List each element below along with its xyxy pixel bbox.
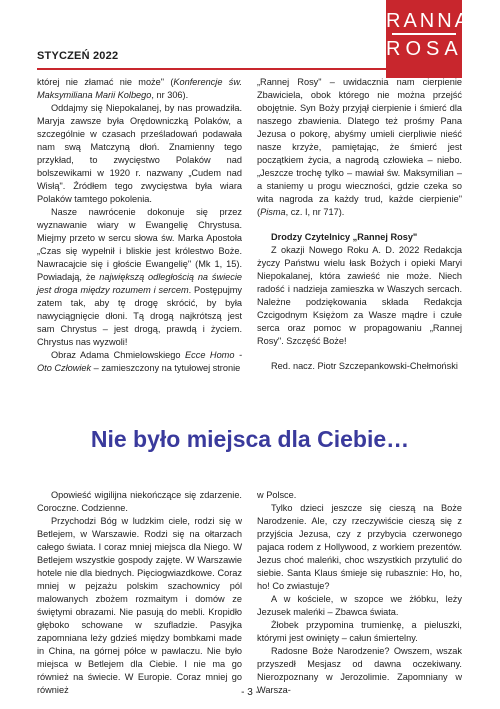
paragraph: w Polsce. xyxy=(257,490,297,500)
paragraph: Oddajmy się Niepokalanej, by nas prowadziła. Maryja zawsze była Orędowniczką Polaków, a szczególnie w czasach prześladowań podawała nam swą Matczyną dłoń. Znamienny tego przykład, to zwycięstwo Polaków nad bolszewikami w 1920 r. nazwany „Cudem nad Wisłą". Źródłem tego zwycięstwa była wiara Polaków tamtego pokolenia. xyxy=(37,103,242,204)
paragraph: Obraz Adama Chmielowskiego Ecce Homo - Oto Człowiek – zamieszczony na tytułowej stronie xyxy=(37,350,243,373)
column-4 xyxy=(257,489,462,697)
article-title: Nie było miejsca dla Ciebie… xyxy=(90,426,410,452)
paragraph: Radosne Boże Narodzenie? Owszem, wszak przyszedł Mesjasz od dawna oczekiwany. Nierozpoznany w Jerozolimie. Zapomniany w Warsza- xyxy=(257,646,462,695)
magazine-logo xyxy=(386,0,472,78)
paragraph: Opowieść wigilijna niekończące się zdarzenie. Coroczne. Codzienne. xyxy=(37,490,242,513)
logo-word-rosa: ROSA xyxy=(386,38,463,60)
column-3 xyxy=(37,489,242,697)
paragraph: której nie złamać nie może" (Konferencje św. Maksymiliana Marii Kolbego, nr 306). xyxy=(37,77,242,100)
column-2 xyxy=(257,76,462,373)
header-date: STYCZEŃ 2022 xyxy=(37,50,119,62)
header-rule xyxy=(37,68,386,70)
paragraph: Tylko dzieci jeszcze się cieszą na Boże Narodzenie. Ale, czy rzeczywiście cieszą się z przyjścia Jezusa, czy z przybycia czerwonego pajaca rodem z Hollywood, z workiem prezentów. Jezus choć maleńki, choc wszystkich przytulić do siebie. Santa Klaus śmieje się rubasznie: Ho, ho, ho! Co zwiastuje? xyxy=(257,503,462,591)
paragraph: „Rannej Rosy" – uwidacznia nam cierpienie Zbawiciela, obok którego nie można przejść obojętnie. Syn Boży przyjął cierpienie i śmierć dla naszego zbawienia. Dlatego też prośmy Pana Jezusa o pokorę, abyśmy umieli cierpliwie nieść nasze krzyże, pamiętając, że śmierć jest początkiem życia, a nagrodą człowieka – niebo. „Jeszcze trochę tylko – mawiał św. Maksymilian – a staniemy u progu wieczności, gdzie czeka so wita nagroda za każdy trud, każde cierpienie" (Pisma, cz. I, nr 717). xyxy=(257,77,462,217)
signature: Red. nacz. Piotr Szczepankowski-Chełmoński xyxy=(271,361,458,371)
paragraph: Żłobek przypomina trumienkę, a pieluszki, którymi jest owinięty – całun śmiertelny. xyxy=(257,620,462,643)
page-number: - 3 - xyxy=(241,687,259,698)
paragraph: Z okazji Nowego Roku A. D. 2022 Redakcja życzy Państwu wielu łask Bożych i opieki Maryi Niepokalanej, która zawieść nie może. Niech radość i nadzieja zamieszka w Waszych sercach. Należne podziękowania składa Redakcja Czcigodnym Księżom za Wasze mądre i czułe serca oraz pomoc w propagowaniu „Rannej Rosy". Szczęść Boże! xyxy=(257,245,462,346)
subheading: Drodzy Czytelnicy „Rannej Rosy" xyxy=(271,232,418,242)
paragraph: Nasze nawrócenie dokonuje się przez wyznawanie wiary w Ewangelię Chrystusa. Miejmy przeto w sercu słowa św. Marka Apostoła „Czas się wypełnił i bliskie jest królestwo Boże. Nawracajcie się i głoście Ewangelię" (Mk 1, 15). Powiadają, że największą odległością na świecie jest droga między rozumem i sercem. Postępujmy zatem tak, aby tę drogę skrócić, by była nawyciągnięcie dłoni. Tą drogą najkrótszą jest sam Chrystus – jest drogą, prawdą i życiem. Chrystus nas wyzwoli! xyxy=(37,207,242,347)
logo-divider xyxy=(392,33,456,35)
logo-word-ranna: RANNA xyxy=(386,10,472,32)
column-1 xyxy=(37,76,242,375)
paragraph: Przychodzi Bóg w ludzkim ciele, rodzi się w Betlejem, w Warszawie. Rodzi się na ołtarzach całego świata. I coraz mniej miejsca dla Niego. W Betlejem wszystkie gospody zajęte. W Warszawie hotele nie dla biednych. Pięciogwiazdkowe. Coraz mniej w pejzażu polskim szachownicy pól malowanych zbożem rozmaitym i domów ze świętymi obrazami. Nie pasują do mebli. Kropidło głęboko schowane w szufladzie. Pasyjka zapomniana leży gdzieś między bombkami made in China, na górnej półce w pawlaczu. Nie było miejsca w Betlejem dla Ciebie. I nie ma go również na świecie. W Europie. Coraz mniej go również xyxy=(37,516,242,695)
paragraph: A w kościele, w szopce we żłóbku, leży Jezusek maleńki – Zbawca świata. xyxy=(257,594,462,617)
